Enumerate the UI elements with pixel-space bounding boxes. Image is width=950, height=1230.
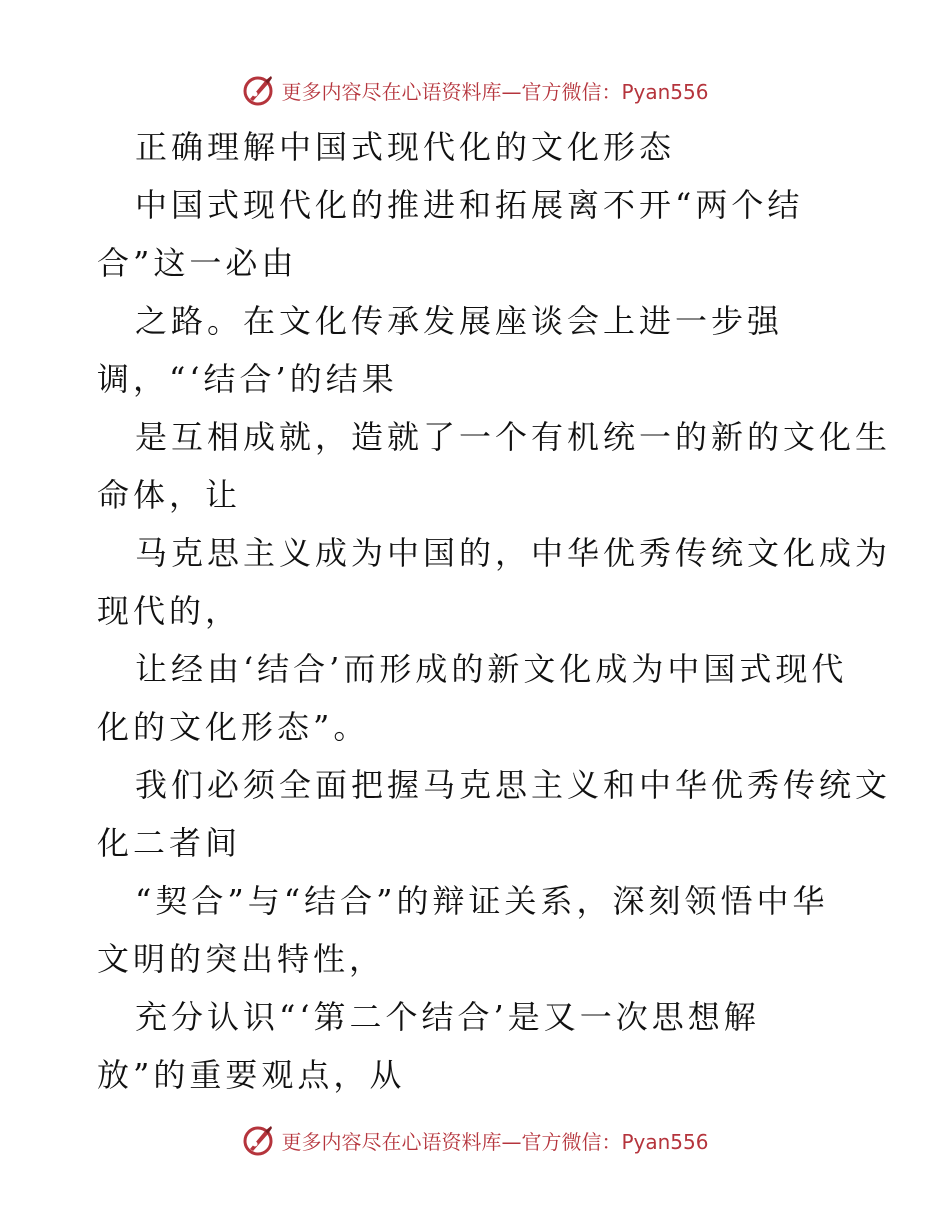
- doc-line: 调，“‘结合’的结果: [97, 360, 398, 398]
- header-banner: [0, 70, 950, 110]
- doc-line: 我们必须全面把握马克思主义和中华优秀传统文: [135, 766, 892, 804]
- doc-line: 让经由‘结合’而形成的新文化成为中国式现代: [135, 650, 848, 688]
- doc-line: 之路。在文化传承发展座谈会上进一步强: [135, 302, 784, 340]
- doc-line: 化的文化形态”。: [97, 708, 370, 746]
- doc-line: “契合”与“结合”的辩证关系，深刻领悟中华: [135, 882, 829, 920]
- doc-line: 是互相成就，造就了一个有机统一的新的文化生: [135, 418, 892, 456]
- doc-line: 文明的突出特性，: [97, 940, 386, 978]
- footer-banner-text: 更多内容尽在心语资料库—官方微信：Pyan556: [281, 1129, 709, 1154]
- doc-line: 充分认识“‘第二个结合’是又一次思想解: [135, 998, 760, 1036]
- doc-line: 化二者间: [97, 824, 242, 862]
- doc-line: 放”的重要观点，从: [97, 1056, 406, 1094]
- doc-line: 现代的，: [97, 592, 242, 630]
- quill-pen-seal-icon: [241, 73, 275, 107]
- header-banner-text: 更多内容尽在心语资料库—官方微信：Pyan556: [281, 79, 709, 104]
- doc-title-line: 正确理解中国式现代化的文化形态: [135, 128, 676, 166]
- doc-line: 命体，让: [97, 476, 242, 514]
- footer-banner: [0, 1120, 950, 1160]
- doc-line: 中国式现代化的推进和拓展离不开“两个结: [135, 186, 804, 224]
- quill-pen-seal-icon: [241, 1123, 275, 1157]
- doc-line: 马克思主义成为中国的，中华优秀传统文化成为: [135, 534, 892, 572]
- doc-line: 合”这一必由: [97, 244, 298, 282]
